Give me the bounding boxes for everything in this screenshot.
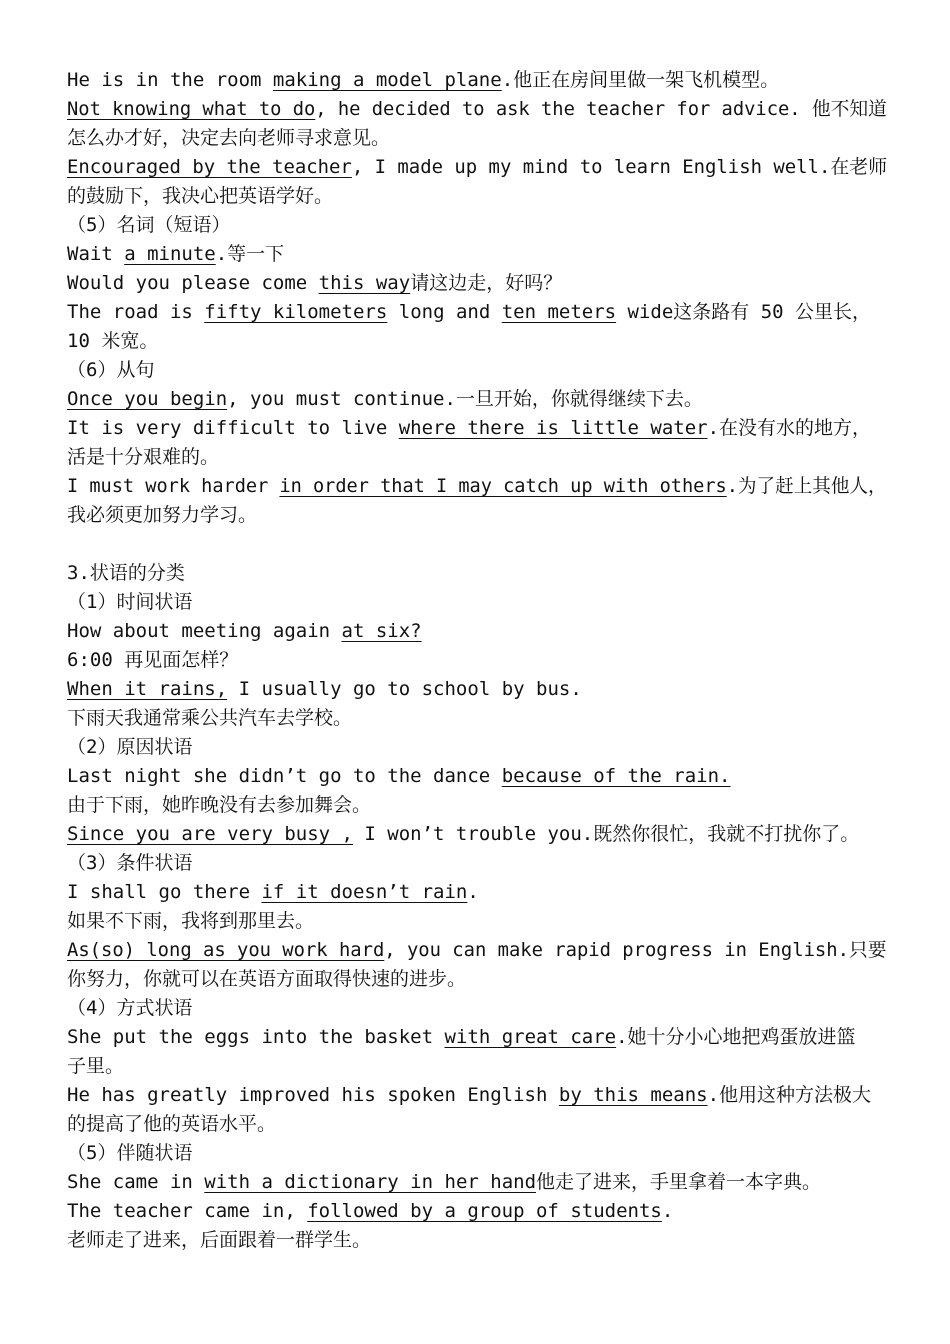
text-segment: 的提高了他的英语水平。 <box>67 1113 277 1135</box>
text-line <box>67 994 887 1023</box>
text-line <box>67 1197 887 1226</box>
underlined-phrase: because of the rain. <box>501 765 731 787</box>
text-segment: .他正在房间里做一架飞机模型。 <box>501 69 780 91</box>
text-segment: （2）原因状语 <box>67 736 193 758</box>
text-segment: 3.状语的分类 <box>67 562 185 584</box>
text-line <box>67 791 887 820</box>
text-segment: （5）伴随状语 <box>67 1142 193 1164</box>
underlined-phrase: Once you begin <box>67 388 228 410</box>
text-line <box>67 878 887 907</box>
text-line <box>67 733 887 762</box>
text-segment: 请这边走，好吗？ <box>410 272 563 294</box>
text-line <box>67 1139 887 1168</box>
text-line <box>67 1081 887 1110</box>
text-line <box>67 704 887 733</box>
underlined-phrase: a minute <box>124 243 216 265</box>
text-segment: How about meeting again <box>67 620 342 642</box>
text-segment: I won’t trouble you.既然你很忙，我就不打扰你了。 <box>352 823 860 845</box>
text-line <box>67 1168 887 1197</box>
text-line <box>67 240 887 269</box>
underlined-phrase: by this means <box>558 1084 708 1106</box>
text-line <box>67 211 887 240</box>
text-segment: Last night she didn’t go to the dance <box>67 765 502 787</box>
text-line <box>67 965 887 994</box>
text-segment: （3）条件状语 <box>67 852 193 874</box>
text-segment: 他走了进来，手里拿着一本字典。 <box>536 1171 822 1193</box>
text-segment: .等一下 <box>215 243 285 265</box>
underlined-phrase: As(so) long as you work hard <box>67 939 385 961</box>
text-segment: He is in the room <box>67 69 273 91</box>
text-line <box>67 327 887 356</box>
text-segment: .她十分小心地把鸡蛋放进篮 <box>616 1026 856 1048</box>
text-segment: （6）从句 <box>67 359 155 381</box>
text-line <box>67 849 887 878</box>
text-line <box>67 414 887 443</box>
underlined-phrase: fifty kilometers <box>204 301 388 323</box>
text-segment: She came in <box>67 1171 205 1193</box>
text-segment: Would you please come <box>67 272 319 294</box>
text-segment: , you can make rapid progress in English.只要 <box>384 939 887 961</box>
text-segment: wide这条路有 50 公里长， <box>616 301 872 323</box>
text-line <box>67 182 887 211</box>
text-segment: The road is <box>67 301 205 323</box>
text-line <box>67 1110 887 1139</box>
text-segment: , I made up my mind to learn English well.在老师 <box>351 156 888 178</box>
text-line <box>67 820 887 849</box>
text-line <box>67 356 887 385</box>
text-segment: 我必须更加努力学习。 <box>67 504 258 526</box>
underlined-phrase: with great care <box>444 1026 617 1048</box>
text-line <box>67 472 887 501</box>
text-segment: （5）名词（短语） <box>67 214 231 236</box>
text-segment: 6:00 再见面怎样？ <box>67 649 239 671</box>
text-segment: The teacher came in, <box>67 1200 308 1222</box>
text-line <box>67 1052 887 1081</box>
text-line <box>67 443 887 472</box>
underlined-phrase: Not knowing what to do <box>67 98 316 120</box>
blank-line <box>67 530 887 559</box>
text-segment: .在没有水的地方， <box>707 417 872 439</box>
underlined-phrase: if it doesn’t rain <box>261 881 468 903</box>
text-segment: . <box>661 1200 674 1222</box>
text-line <box>67 588 887 617</box>
document-page <box>67 66 887 1255</box>
text-segment: I usually go to school by bus. <box>227 678 582 700</box>
text-segment: 10 米宽。 <box>67 330 159 352</box>
text-line <box>67 646 887 675</box>
underlined-phrase: Since you are very busy , <box>67 823 353 845</box>
text-segment: He has greatly improved his spoken English <box>67 1084 559 1106</box>
text-segment: 的鼓励下，我决心把英语学好。 <box>67 185 334 207</box>
text-line <box>67 675 887 704</box>
underlined-phrase: this way <box>318 272 411 294</box>
underlined-phrase: Encouraged by the teacher <box>67 156 352 178</box>
text-line <box>67 501 887 530</box>
text-segment: 活是十分艰难的。 <box>67 446 220 468</box>
underlined-phrase: with a dictionary in her hand <box>204 1171 537 1193</box>
text-segment: , he decided to ask the teacher for advice. 他不知道 <box>315 98 887 120</box>
text-segment: .他用这种方法极大 <box>707 1084 872 1106</box>
text-line <box>67 907 887 936</box>
text-line <box>67 1023 887 1052</box>
text-segment: I must work harder <box>67 475 280 497</box>
text-segment: （1）时间状语 <box>67 591 193 613</box>
text-line <box>67 617 887 646</box>
text-line <box>67 95 887 124</box>
text-segment: 下雨天我通常乘公共汽车去学校。 <box>67 707 353 729</box>
underlined-phrase: where there is little water <box>398 417 708 439</box>
text-line <box>67 936 887 965</box>
text-segment: .为了赶上其他人， <box>726 475 887 497</box>
underlined-phrase: followed by a group of students <box>307 1200 662 1222</box>
text-line <box>67 559 887 588</box>
text-segment: It is very difficult to live <box>67 417 399 439</box>
text-line <box>67 124 887 153</box>
text-segment: （4）方式状语 <box>67 997 193 1019</box>
text-line <box>67 762 887 791</box>
text-segment: , you must continue.一旦开始，你就得继续下去。 <box>227 388 703 410</box>
text-segment: Wait <box>67 243 125 265</box>
text-segment: 怎么办才好，决定去向老师寻求意见。 <box>67 127 391 149</box>
text-line <box>67 1226 887 1255</box>
text-segment: 子里。 <box>67 1055 125 1077</box>
text-line <box>67 66 887 95</box>
text-segment: 由于下雨，她昨晚没有去参加舞会。 <box>67 794 372 816</box>
text-segment: long and <box>387 301 502 323</box>
underlined-phrase: in order that I may catch up with others <box>279 475 727 497</box>
underlined-phrase: ten meters <box>501 301 617 323</box>
underlined-phrase: at six? <box>341 620 422 642</box>
text-line <box>67 269 887 298</box>
text-line <box>67 298 887 327</box>
text-segment: 你努力，你就可以在英语方面取得快速的进步。 <box>67 968 467 990</box>
text-segment: She put the eggs into the basket <box>67 1026 445 1048</box>
underlined-phrase: When it rains, <box>67 678 228 700</box>
text-segment: 老师走了进来，后面跟着一群学生。 <box>67 1229 372 1251</box>
text-segment: 如果不下雨，我将到那里去。 <box>67 910 315 932</box>
underlined-phrase: making a model plane <box>272 69 502 91</box>
text-line <box>67 153 888 182</box>
text-segment: . <box>467 881 479 903</box>
text-line <box>67 385 887 414</box>
text-segment: I shall go there <box>67 881 262 903</box>
